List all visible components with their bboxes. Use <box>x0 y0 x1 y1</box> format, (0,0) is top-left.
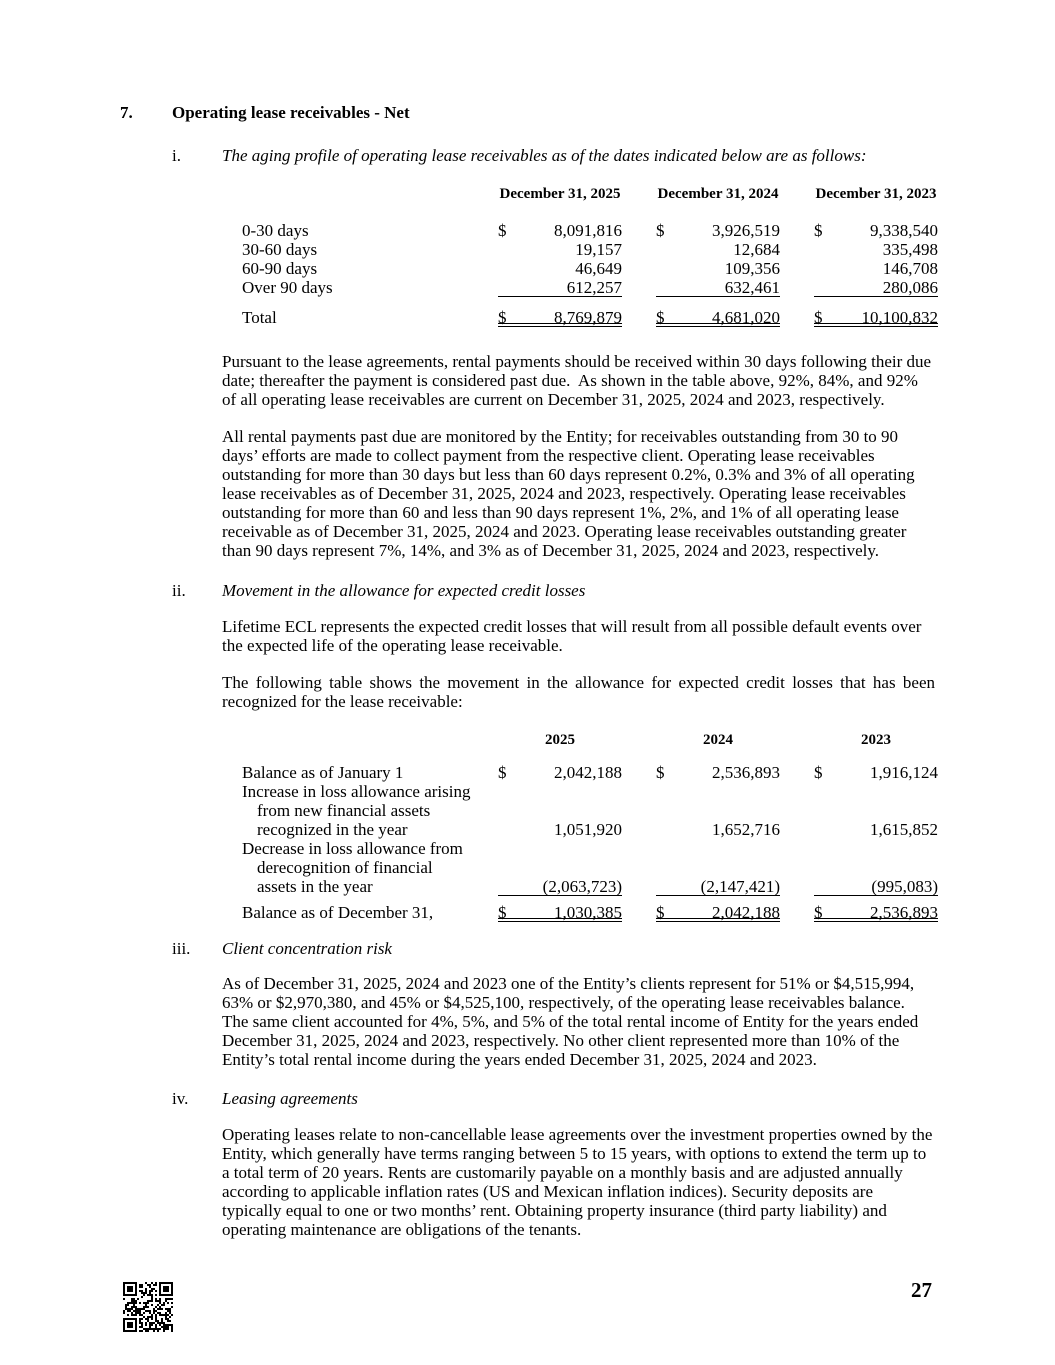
section-title: Operating lease receivables - Net <box>172 103 410 122</box>
currency-symbol: $ <box>656 308 665 327</box>
amount: 8,769,879 <box>554 308 622 327</box>
column-header: December 31, 2023 <box>815 186 937 202</box>
label-line-row <box>242 801 938 820</box>
row-label: recognized in the year <box>257 820 408 839</box>
amount-cell <box>498 820 622 839</box>
amount: 46,649 <box>575 259 622 278</box>
amount-cell <box>814 903 938 922</box>
amount: 1,051,920 <box>554 820 622 839</box>
row-label: Decrease in loss allowance from <box>242 839 463 858</box>
amount-cell <box>498 877 622 896</box>
amount-cell <box>656 877 780 896</box>
aging-table-header <box>242 184 938 204</box>
table-row <box>242 221 938 240</box>
currency-symbol: $ <box>498 903 507 922</box>
amount-cell <box>814 221 938 240</box>
amount-cell <box>656 278 780 297</box>
currency-symbol: $ <box>656 763 665 782</box>
section-heading <box>120 103 1055 122</box>
item-heading-text: Client concentration risk <box>222 939 392 958</box>
column-header: 2025 <box>545 732 575 748</box>
item-heading-text: The aging profile of operating lease receivables as of the dates indicated below are as follows: <box>222 146 867 165</box>
label-line-row <box>242 858 938 877</box>
amount-cell <box>814 240 938 259</box>
paragraph-aging-note-1: Pursuant to the lease agreements, rental payments should be received within 30 days following their due date; thereafter the payment is considered past due. As shown in the table above, 92%, 84%, and 92% of all operating lease receivables are current on December 31, 2025, 2024 and 2023, respectively. <box>222 352 932 409</box>
currency-symbol: $ <box>498 763 507 782</box>
amount-cell <box>656 308 780 327</box>
item-heading-iv <box>172 1089 1055 1108</box>
ecl-table <box>242 730 938 926</box>
currency-symbol: $ <box>814 763 823 782</box>
item-heading-iii <box>172 939 1055 958</box>
amount: 12,684 <box>733 240 780 259</box>
amount: 335,498 <box>882 240 938 259</box>
row-label: Balance as of January 1 <box>242 763 404 782</box>
amount: 1,916,124 <box>870 763 938 782</box>
total-row <box>242 903 938 926</box>
paragraph-leasing: Operating leases relate to non-cancellable lease agreements over the investment properties owned by the Entity, which generally have terms ranging between 5 to 15 years, with options to extend the term up to a total term of 20 years. Rents are customarily payable on a monthly basis and are adjusted annually according to applicable inflation rates (US and Mexican inflation indices). Security deposits are typically equal to one or two months’ rent. Obtaining property insurance (third party liability) and operating maintenance are obligations of the tenants. <box>222 1125 933 1239</box>
row-label: Over 90 days <box>242 278 333 297</box>
amount-cell <box>656 820 780 839</box>
amount-cell <box>814 308 938 327</box>
currency-symbol: $ <box>656 221 665 240</box>
total-row <box>242 308 938 331</box>
column-header: 2023 <box>861 732 891 748</box>
amount: 10,100,832 <box>861 308 938 327</box>
amount: 280,086 <box>882 278 938 297</box>
amount: 2,042,188 <box>554 763 622 782</box>
amount-cell <box>498 240 622 259</box>
item-label: iv. <box>172 1089 189 1108</box>
table-row <box>242 278 938 297</box>
amount-cell <box>498 903 622 922</box>
amount: 2,536,893 <box>712 763 780 782</box>
amount-cell <box>656 259 780 278</box>
currency-symbol: $ <box>498 308 507 327</box>
item-heading-text: Leasing agreements <box>222 1089 358 1108</box>
table-row <box>242 820 938 839</box>
amount: (2,063,723) <box>542 877 622 896</box>
table-row <box>242 763 938 782</box>
amount: 1,652,716 <box>712 820 780 839</box>
amount-cell <box>814 820 938 839</box>
amount: 1,615,852 <box>870 820 938 839</box>
column-header: December 31, 2025 <box>499 186 621 202</box>
item-label: i. <box>172 146 181 165</box>
paragraph-aging-note-2: All rental payments past due are monitored by the Entity; for receivables outstanding from 30 to 90 days’ efforts are made to collect payment from the respective client. Operating lease receivables outstanding for more than 30 days but less than 60 days represent 0.2%, 0.3% and 3% of all operating lease receivables as of December 31, 2025, 2024 and 2023, respectively. Operating lease receivables outstanding for more than 60 and less than 90 days represent 1%, 2%, and 1% of all operating lease receivable as of December 31, 2025, 2024 and 2023. Operating lease receivables outstanding greater than 90 days represent 7%, 14%, and 3% as of December 31, 2025, 2024 and 2023, respectively. <box>222 427 915 560</box>
row-label: from new financial assets <box>257 801 431 820</box>
currency-symbol: $ <box>814 903 823 922</box>
row-label: Total <box>242 308 277 327</box>
amount-cell <box>814 877 938 896</box>
amount: 1,030,385 <box>554 903 622 922</box>
amount-cell <box>498 259 622 278</box>
amount: 3,926,519 <box>712 221 780 240</box>
amount-cell <box>498 308 622 327</box>
amount: 9,338,540 <box>870 221 938 240</box>
amount-cell <box>498 221 622 240</box>
amount: 4,681,020 <box>712 308 780 327</box>
amount: 612,257 <box>566 278 622 297</box>
amount-cell <box>656 221 780 240</box>
item-label: iii. <box>172 939 191 958</box>
amount: 632,461 <box>724 278 780 297</box>
item-label: ii. <box>172 581 186 600</box>
amount-cell <box>814 278 938 297</box>
amount: 19,157 <box>575 240 622 259</box>
amount: 8,091,816 <box>554 221 622 240</box>
amount-cell <box>498 763 622 782</box>
amount: 2,042,188 <box>712 903 780 922</box>
section-number: 7. <box>120 103 133 122</box>
amount-cell <box>656 240 780 259</box>
table-row <box>242 240 938 259</box>
currency-symbol: $ <box>656 903 665 922</box>
label-line-row <box>242 782 938 801</box>
table-row <box>242 877 938 896</box>
row-label: 60-90 days <box>242 259 318 278</box>
page-number: 27 <box>911 1278 932 1302</box>
row-label: assets in the year <box>257 877 373 896</box>
qr-code <box>123 1282 173 1332</box>
amount-cell <box>656 903 780 922</box>
amount: 146,708 <box>882 259 938 278</box>
currency-symbol: $ <box>814 308 823 327</box>
amount: 2,536,893 <box>870 903 938 922</box>
label-line-row <box>242 839 938 858</box>
amount: (995,083) <box>871 877 938 896</box>
currency-symbol: $ <box>498 221 507 240</box>
row-label: 30-60 days <box>242 240 318 259</box>
paragraph-ecl-intro-1: Lifetime ECL represents the expected credit losses that will result from all possible default events over the expected life of the operating lease receivable. <box>222 617 922 655</box>
paragraph-concentration: As of December 31, 2025, 2024 and 2023 one of the Entity’s clients represent for 51% or $4,515,994, 63% or $2,970,380, and 45% or $4,525,100, respectively, of the operating lease receivables balance. The same client accounted for 4%, 5%, and 5% of the total rental income of Entity for the years ended December 31, 2025, 2024 and 2023, respectively. No other client represented more than 10% of the Entity’s total rental income during the years ended December 31, 2025, 2024 and 2023. <box>222 974 919 1069</box>
amount: (2,147,421) <box>700 877 780 896</box>
item-heading-ii <box>172 581 1055 600</box>
column-header: 2024 <box>703 732 733 748</box>
row-label: derecognition of financial <box>257 858 433 877</box>
currency-symbol: $ <box>814 221 823 240</box>
aging-table <box>242 184 938 331</box>
amount: 109,356 <box>724 259 780 278</box>
item-heading-text: Movement in the allowance for expected credit losses <box>222 581 586 600</box>
amount-cell <box>814 763 938 782</box>
row-label: 0-30 days <box>242 221 309 240</box>
item-heading-i <box>172 146 1055 165</box>
column-header: December 31, 2024 <box>657 186 779 202</box>
row-label: Balance as of December 31, <box>242 903 434 922</box>
amount-cell <box>656 763 780 782</box>
row-label: Increase in loss allowance arising <box>242 782 471 801</box>
amount-cell <box>814 259 938 278</box>
paragraph-ecl-intro-2: The following table shows the movement in the allowance for expected credit losses that has been recognized for the lease receivable: <box>222 673 935 711</box>
table-row <box>242 259 938 278</box>
ecl-table-header <box>242 730 938 750</box>
amount-cell <box>498 278 622 297</box>
